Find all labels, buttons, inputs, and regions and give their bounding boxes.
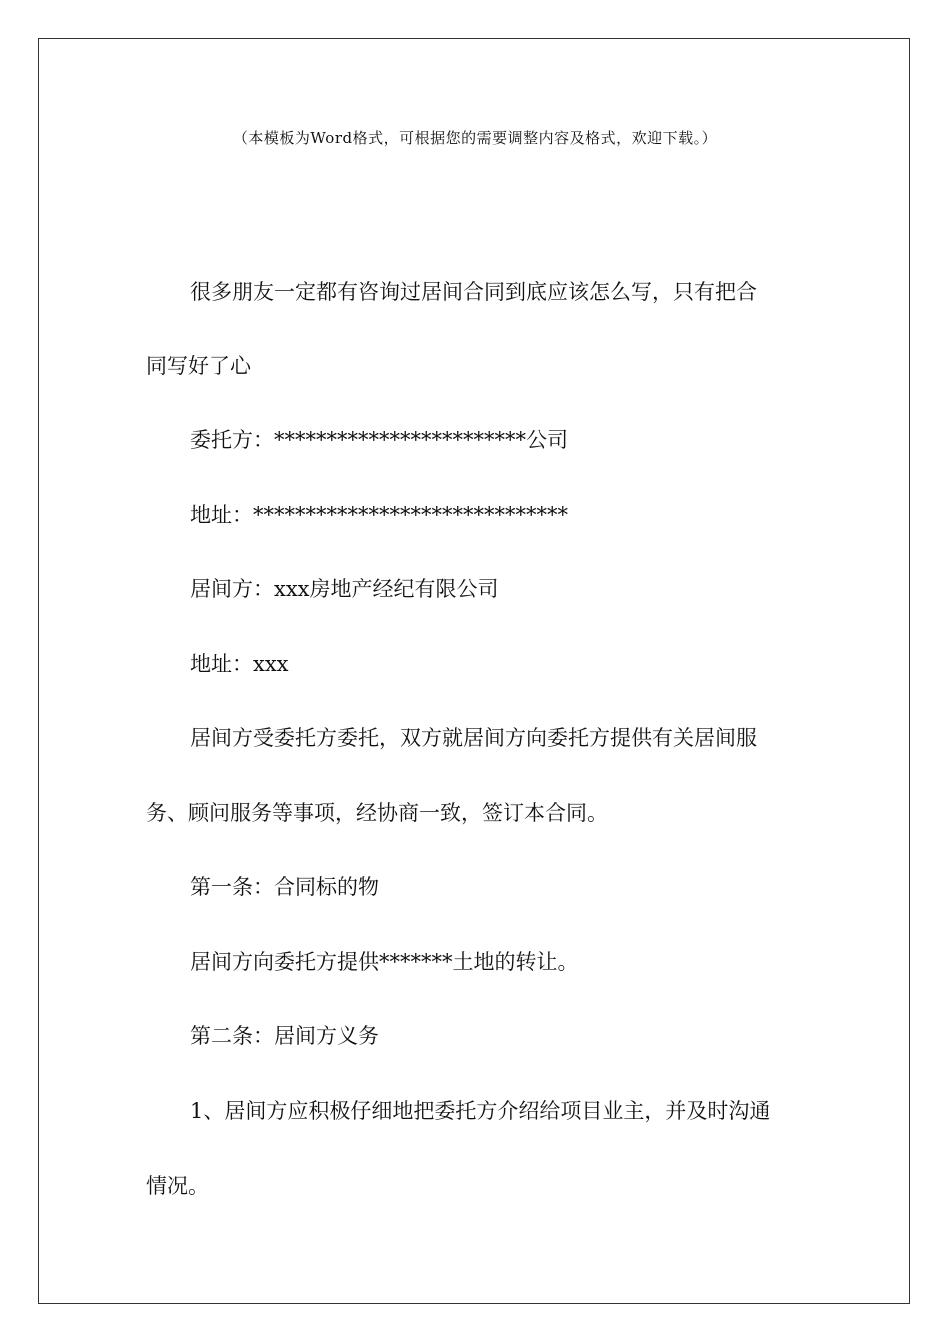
intermediary-address: 地址：xxx	[190, 652, 289, 676]
paragraph-intro-line-1: 很多朋友一定都有咨询过居间合同到底应该怎么写，只有把合	[190, 280, 757, 304]
client-address: 地址：******************************	[190, 503, 568, 527]
article-1-body: 居间方向委托方提供*******土地的转让。	[190, 950, 579, 974]
template-note: （本模板为Word格式，可根据您的需要调整内容及格式，欢迎下载。）	[232, 129, 718, 147]
article-2-heading: 第二条：居间方义务	[190, 1024, 379, 1048]
client-party: 委托方：************************公司	[190, 428, 568, 452]
paragraph-intro-line-2: 同写好了心	[146, 354, 251, 378]
article-1-heading: 第一条：合同标的物	[190, 875, 379, 899]
preamble-line-2: 务、顾问服务等事项，经协商一致，签订本合同。	[146, 801, 608, 825]
article-2-item-1-line-1: 1、居间方应积极仔细地把委托方介绍给项目业主，并及时沟通	[190, 1099, 771, 1123]
article-2-item-1-line-2: 情况。	[146, 1174, 209, 1198]
intermediary-party: 居间方：xxx房地产经纪有限公司	[190, 577, 499, 601]
preamble-line-1: 居间方受委托方委托，双方就居间方向委托方提供有关居间服	[190, 726, 757, 750]
